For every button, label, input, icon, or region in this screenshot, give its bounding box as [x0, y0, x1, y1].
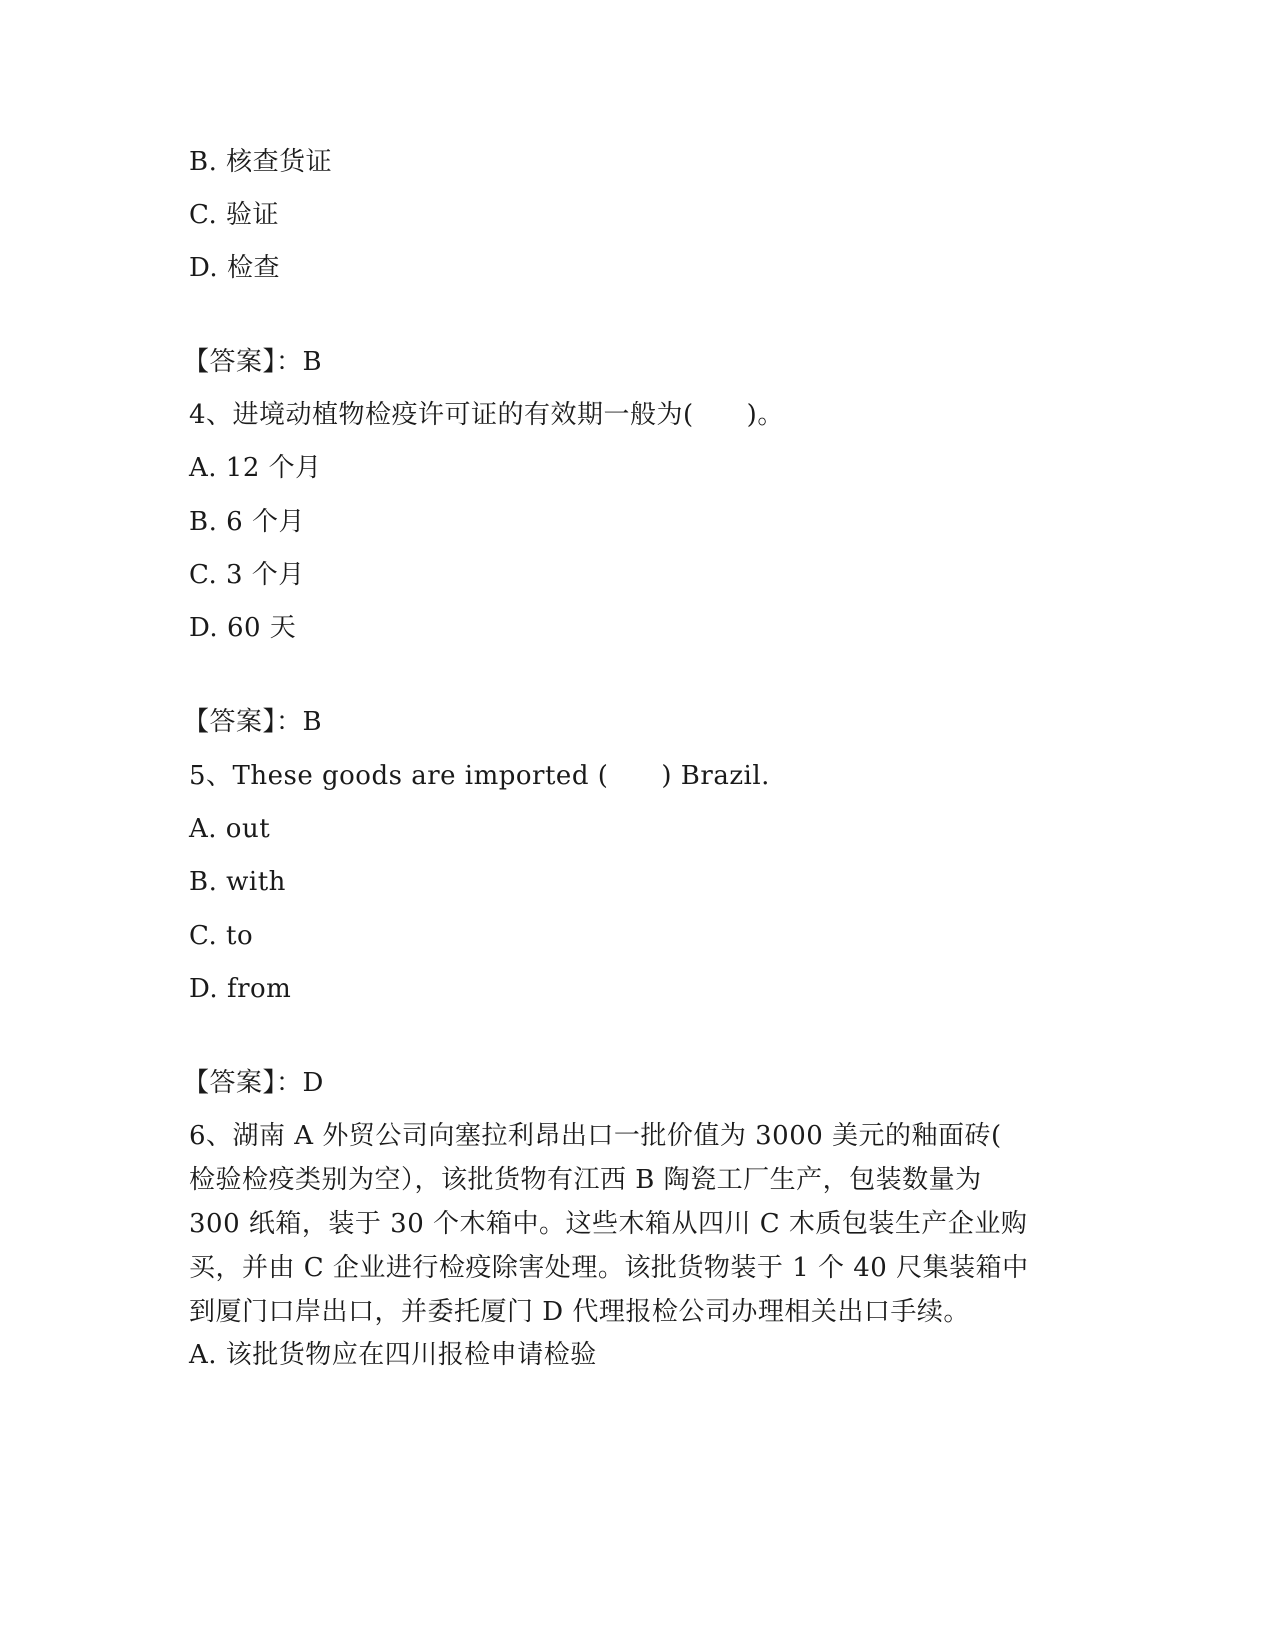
q5-option-a: A. out [189, 814, 271, 844]
q5-option-b: B. with [189, 867, 286, 897]
q6-stem-line: 300 纸箱，装于 30 个木箱中。这些木箱从四川 C 木质包装生产企业购 [189, 1209, 1028, 1239]
q4-option-d: D. 60 天 [189, 613, 297, 643]
q6-stem-line: 买，并由 C 企业进行检疫除害处理。该批货物装于 1 个 40 尺集装箱中 [189, 1253, 1029, 1283]
q6-option-a: A. 该批货物应在四川报检申请检验 [189, 1340, 597, 1370]
q3-option-c: C. 验证 [189, 200, 279, 230]
q4-stem: 4、进境动植物检疫许可证的有效期一般为( )。 [189, 400, 784, 430]
q6-stem [189, 1114, 1089, 1334]
q3-option-b: B. 核查货证 [189, 147, 333, 177]
q4-option-c: C. 3 个月 [189, 560, 305, 590]
q3-answer: 【答案】：B [183, 347, 323, 377]
q5-option-d: D. from [189, 974, 292, 1004]
q6-stem-line: 6、湖南 A 外贸公司向塞拉利昂出口一批价值为 3000 美元的釉面砖( [189, 1121, 1002, 1151]
q4-answer: 【答案】：B [183, 707, 323, 737]
q5-answer: 【答案】：D [183, 1068, 324, 1098]
q4-option-a: A. 12 个月 [189, 453, 322, 483]
q6-stem-line: 检验检疫类别为空），该批货物有江西 B 陶瓷工厂生产，包装数量为 [189, 1165, 982, 1195]
q5-stem: 5、These goods are imported ( ) Brazil. [189, 761, 770, 791]
q3-option-d: D. 检查 [189, 253, 280, 283]
q4-option-b: B. 6 个月 [189, 507, 305, 537]
q6-stem-line: 到厦门口岸出口，并委托厦门 D 代理报检公司办理相关出口手续。 [189, 1297, 970, 1327]
q5-option-c: C. to [189, 921, 254, 951]
